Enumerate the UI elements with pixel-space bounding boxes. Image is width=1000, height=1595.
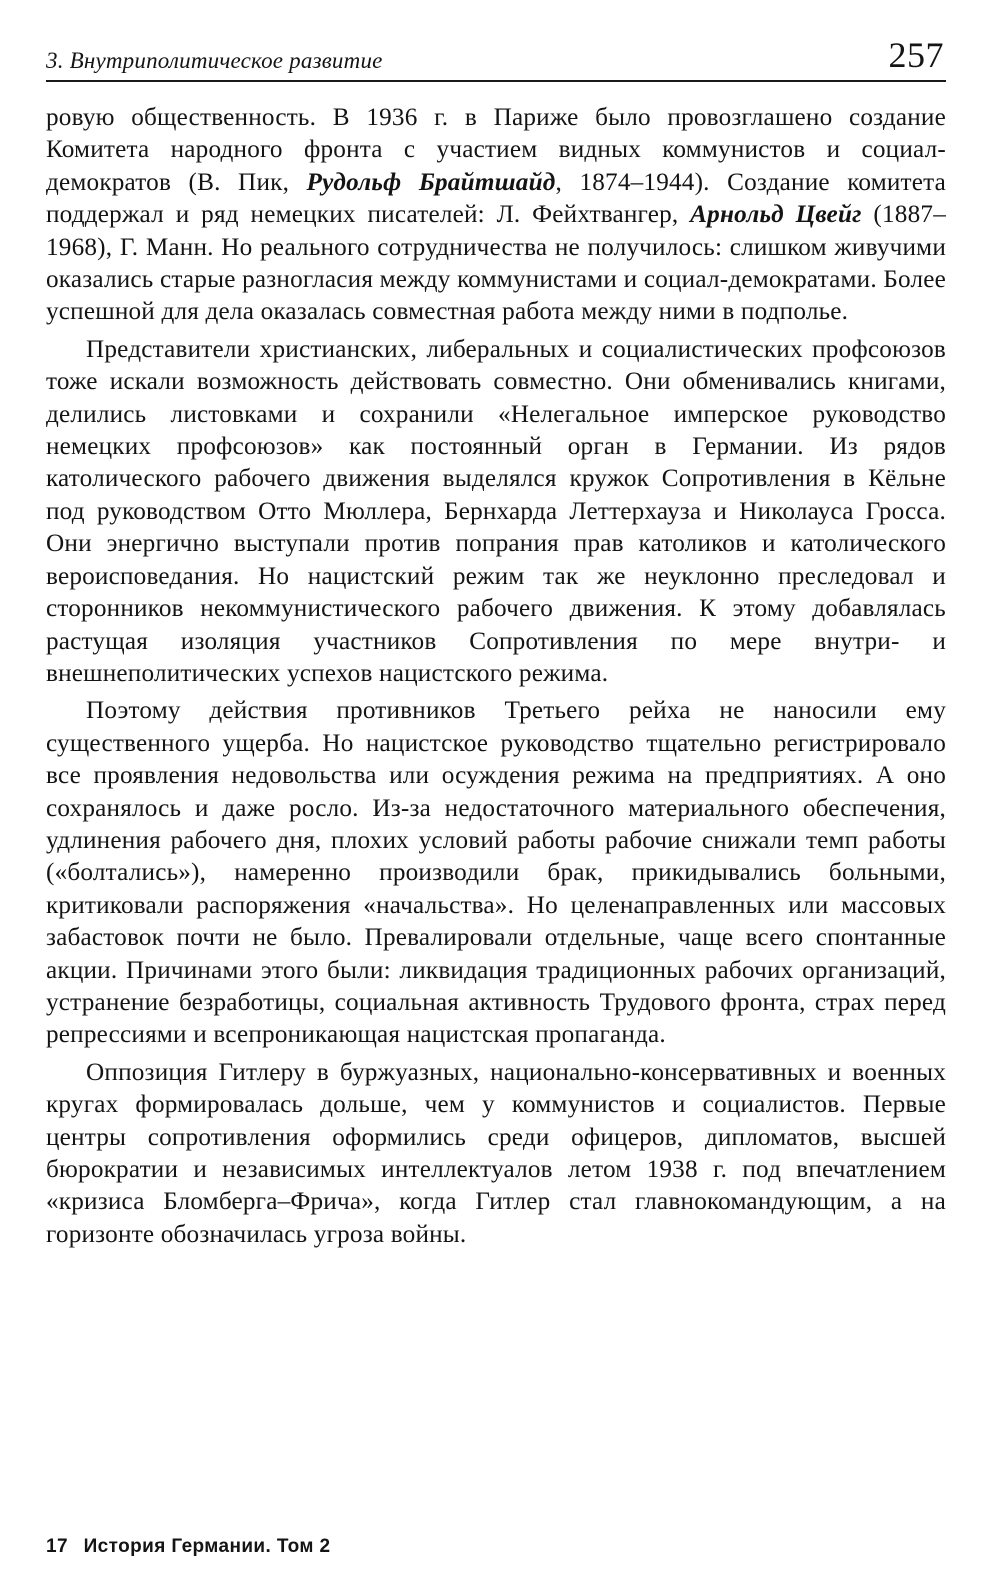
text-run: ровую общественность. В 1936 г. в Париже было провозглашено создание Комитета народного фронта с участием видных коммунистов и социал-демократов (В. Пик, — [46, 104, 946, 196]
text-run: Представители христианских, либеральных и социалистических профсоюзов тоже искали возможность действовать совместно. Они обменивались книгами, делились листовками и сохранили «Нелегальное имперское руководство немецких профсоюзов» как постоянный орган в Германии. Из рядов католического рабочего движения выделялся кружок Сопротивления в Кёльне под руководством Отто Мюллера, Бернхарда Леттерхауза и Николауса Гросса. Они энергично выступали против попрания прав католиков и католического вероисповедания. Но нацистский режим так же неуклонно преследовал и сторонников некоммунистического рабочего движения. К этому добавлялась растущая изоляция участников Сопротивления по мере внутри- и внешнеполитических успехов нацистского режима. — [46, 335, 946, 687]
signature-mark: 17 — [46, 1536, 68, 1557]
paragraph — [46, 1057, 946, 1251]
text-run: Оппозиция Гитлеру в буржуазных, национально-консервативных и военных кругах формировалась дольше, чем у коммунистов и социалистов. Первые центры сопротивления оформились среди офицеров, дипломатов, высшей бюрократии и независимых интеллектуалов летом 1938 г. под впечатлением «кризиса Бломберга–Фрича», когда Гитлер стал главнокомандующим, а на горизонте обозначилась угроза войны. — [46, 1058, 946, 1248]
text-run: Поэтому действия противников Третьего рейха не наносили ему существенного ущерба. Но нацистское руководство тщательно регистрировало все проявления недовольства или осуждения режима на предприятиях. А оно сохранялось и даже росло. Из-за недостаточного материального обеспечения, удлинения рабочего дня, плохих условий работы рабочие снижали темп работы («болтались»), намеренно производили брак, прикидывались больными, критиковали распоряжения «начальства». Но целенаправленных или массовых забастовок почти не было. Превалировали отдельные, чаще всего спонтанные акции. Причинами этого были: ликвидация традиционных рабочих организаций, устранение безработицы, социальная активность Трудового фронта, страх перед репрессиями и всепроникающая нацистская пропаганда. — [46, 697, 946, 1049]
paragraph — [46, 102, 946, 329]
emphasized-name: Рудольф Брайтшайд — [306, 168, 556, 196]
text-run: (1887–1968), Г. Манн. Но реального сотрудничества не получилось: слишком живучими оказались старые разногласия между коммунистами и социал-демократами. Более успешной для дела оказалась совместная работа между ними в подполье. — [46, 201, 946, 326]
text-run: , 1874–1944). Создание комитета поддержал и ряд немецких писателей: Л. Фейхтвангер, — [46, 168, 946, 229]
book-title: История Германии. Том 2 — [83, 1536, 331, 1557]
page-number: 257 — [888, 35, 944, 75]
body-text — [46, 102, 946, 1251]
section-title: 3. Внутриполитическое развитие — [46, 48, 383, 73]
paragraph — [46, 334, 946, 690]
running-header — [46, 30, 946, 82]
paragraph — [46, 695, 946, 1051]
emphasized-name: Арнольд Цвейг — [690, 201, 862, 229]
page-footer — [46, 1536, 331, 1558]
